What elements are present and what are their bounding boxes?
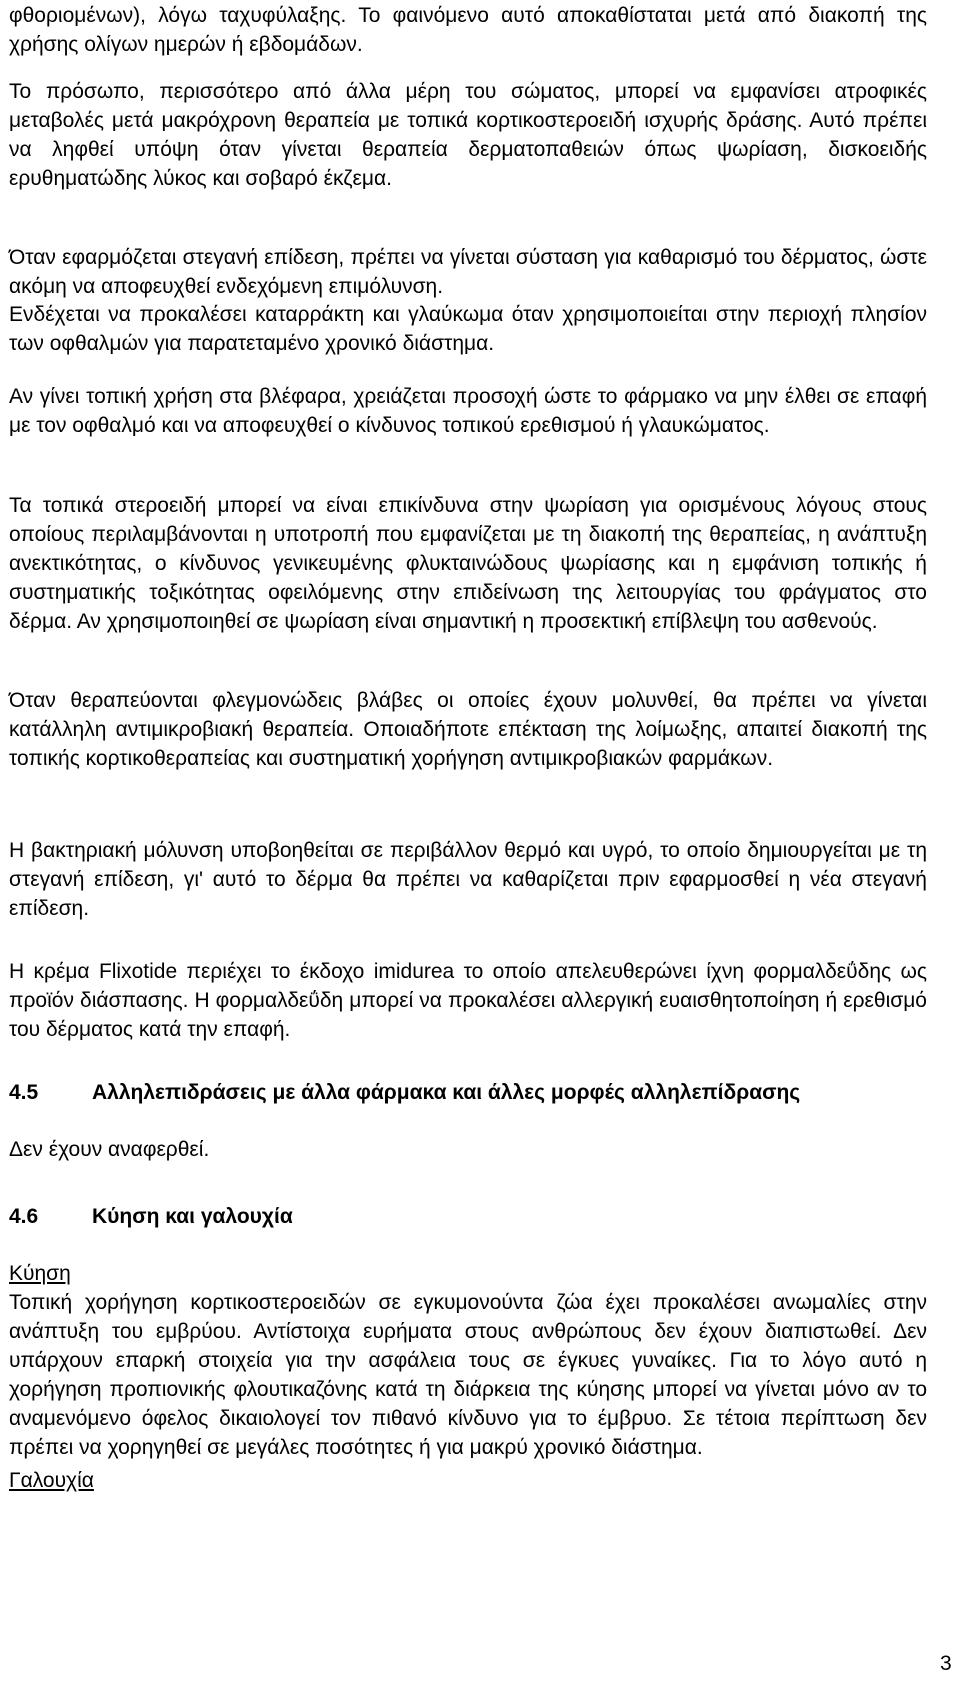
paragraph-infected-lesions: Όταν θεραπεύονται φλεγμονώδεις βλάβες οι οποίες έχουν μολυνθεί, θα πρέπει να γίνεται κατάλληλη αντιμικροβιακή θεραπεία. Οποιαδήποτε επέκταση της λοίμωξης, απαιτεί διακοπή της τοπικής κορτικοθεραπείας και συστηματική χορήγηση αντιμικροβιακών φαρμάκων. [9, 689, 927, 770]
section-title: Αλληλεπιδράσεις με άλλα φάρμακα και άλλες μορφές αλληλεπίδρασης [92, 1081, 801, 1104]
paragraph-psoriasis: Τα τοπικά στεροειδή μπορεί να είναι επικίνδυνα στην ψωρίαση για ορισμένους λόγους στους οποίους περιλαμβάνονται η υποτροπή που εμφανίζεται με τη διακοπή της θεραπείας, η ανάπτυξη ανεκτικότητας, ο κίνδυνος γενικευμένης φλυκταινώδους ψωρίασης και η εμφάνιση τοπικής ή συστηματικής τοξικότητας οφειλόμενης στην επιδείνωση της λειτουργίας του φράγματος στο δέρμα. Αν χρησιμοποιηθεί σε ψωρίαση είναι σημαντική η προσεκτική επίβλεψη του ασθενούς. [9, 494, 927, 633]
section-title: Κύηση και γαλουχία [92, 1205, 293, 1228]
paragraph-no-interactions: Δεν έχουν αναφερθεί. [9, 1138, 210, 1161]
section-number: 4.5 [9, 1081, 39, 1104]
paragraph-bacterial-infection: Η βακτηριακή μόλυνση υποβοηθείται σε περιβάλλον θερμό και υγρό, το οποίο δημιουργείται με τη στεγανή επίδεση, γι' αυτό το δέρμα θα πρέπει να καθαρίζεται πριν εφαρμοσθεί η νέα στεγανή επίδεση. [9, 839, 927, 920]
paragraph-eyelids: Αν γίνει τοπική χρήση στα βλέφαρα, χρειάζεται προσοχή ώστε το φάρμακο να μην έλθει σε επαφή με τον οφθαλμό και να αποφευχθεί ο κίνδυνος τοπικού ερεθισμού ή γλαυκώματος. [9, 385, 927, 437]
paragraph-cataract-glaucoma: Ενδέχεται να προκαλέσει καταρράκτη και γλαύκωμα όταν χρησιμοποιείται στην περιοχή πλησίον των οφθαλμών για παρατεταμένο χρονικό διάστημα. [9, 303, 927, 355]
section-heading-4-6 [9, 1202, 927, 1231]
subheading-lactation: Γαλουχία [9, 1469, 94, 1492]
section-heading-4-5 [9, 1078, 927, 1107]
subheading-pregnancy: Κύηση [9, 1262, 71, 1285]
section-number: 4.6 [9, 1205, 39, 1228]
paragraph-occlusive-dressing: Όταν εφαρμόζεται στεγανή επίδεση, πρέπει να γίνεται σύσταση για καθαρισμό του δέρματος, ώστε ακόμη να αποφευχθεί ενδεχόμενη επιμόλυνση. [9, 246, 927, 298]
paragraph-imidurea: Η κρέμα Flixotide περιέχει το έκδοχο imidurea το οποίο απελευθερώνει ίχνη φορμαλδεΰδης ως προϊόν διάσπασης. Η φορμαλδεΰδη μπορεί να προκαλέσει αλλεργική ευαισθητοποίηση ή ερεθισμό του δέρματος κατά την επαφή. [9, 960, 927, 1041]
page-number: 3 [940, 1652, 952, 1675]
paragraph-tachyphylaxis: φθοριομένων), λόγω ταχυφύλαξης. Το φαινόμενο αυτό αποκαθίσταται μετά από διακοπή της χρήσης ολίγων ημερών ή εβδομάδων. [9, 4, 927, 56]
paragraph-pregnancy: Τοπική χορήγηση κορτικοστεροειδών σε εγκυμονούντα ζώα έχει προκαλέσει ανωμαλίες στην ανάπτυξη του εμβρύου. Αντίστοιχα ευρήματα στους ανθρώπους δεν έχουν διαπιστωθεί. Δεν υπάρχουν επαρκή στοιχεία για την ασφάλεια τους σε έγκυες γυναίκες. Για το λόγο αυτό η χορήγηση προπιονικής φλουτικαζόνης κατά τη διάρκεια της κύησης μπορεί να γίνεται μόνο αν το αναμενόμενο όφελος δικαιολογεί τον πιθανό κίνδυνο για το έμβρυο. Σε τέτοια περίπτωση δεν πρέπει να χορηγηθεί σε μεγάλες ποσότητες ή για μακρύ χρονικό διάστημα. [9, 1291, 927, 1459]
paragraph-face-atrophy: Το πρόσωπο, περισσότερο από άλλα μέρη του σώματος, μπορεί να εμφανίσει ατροφικές μεταβολές μετά μακρόχρονη θεραπεία με τοπικά κορτικοστεροειδή ισχυρής δράσης. Αυτό πρέπει να ληφθεί υπόψη όταν γίνεται θεραπεία δερματοπαθειών όπως ψωρίαση, δισκοειδής ερυθηματώδης λύκος και σοβαρό έκζεμα. [9, 80, 927, 190]
